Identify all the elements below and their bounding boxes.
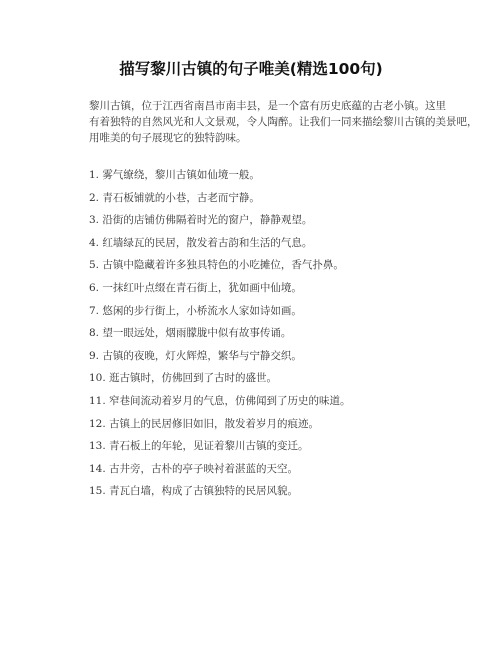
sentence-item: 5. 古镇中隐藏着许多独具特色的小吃摊位，香气扑鼻。: [89, 259, 344, 272]
sentence-item: 10. 逛古镇时，仿佛回到了古时的盛世。: [89, 372, 278, 385]
intro-paragraph: [89, 98, 478, 146]
sentence-item: 4. 红墙绿瓦的民居，散发着古韵和生活的气息。: [89, 236, 313, 249]
sentence-item: 1. 雾气缭绕，黎川古镇如仙境一般。: [89, 169, 260, 181]
sentence-item: 15. 青瓦白墙，构成了古镇独特的民居风貌。: [89, 485, 299, 498]
sentence-item: 3. 沿街的店铺仿佛隔着时光的窗户，静静观望。: [89, 214, 313, 227]
intro-line-2: 有着独特的自然风光和人文景观，令人陶醉。让我们一同来描绘黎川古镇的美景吧，: [89, 116, 478, 128]
sentence-item: 7. 悠闲的步行街上，小桥流水人家如诗如画。: [89, 304, 302, 317]
intro-line-3: 用唯美的句子展现它的独特韵味。: [89, 132, 247, 144]
sentence-item: 14. 古井旁，古朴的亭子映衬着湛蓝的天空。: [89, 462, 299, 475]
intro-line-1: 黎川古镇，位于江西省南昌市南丰县，是一个富有历史底蕴的古老小镇。这里: [89, 100, 446, 112]
sentence-item: 11. 窄巷间流动着岁月的气息，仿佛闻到了历史的味道。: [89, 394, 351, 407]
sentence-item: 12. 古镇上的民居修旧如旧，散发着岁月的痕迹。: [89, 417, 320, 430]
sentence-item: 6. 一抹红叶点缀在青石街上，犹如画中仙境。: [89, 281, 302, 294]
sentence-item: 13. 青石板上的年轮，见证着黎川古镇的变迁。: [89, 440, 309, 453]
sentence-item: 9. 古镇的夜晚，灯火辉煌，繁华与宁静交织。: [89, 349, 302, 362]
document-title: 描写黎川古镇的句子唯美(精选100句): [119, 60, 383, 78]
sentence-item: 2. 青石板铺就的小巷，古老而宁静。: [89, 191, 260, 204]
sentence-list: [89, 168, 429, 507]
sentence-item: 8. 望一眼远处，烟雨朦胧中似有故事传诵。: [89, 327, 292, 340]
